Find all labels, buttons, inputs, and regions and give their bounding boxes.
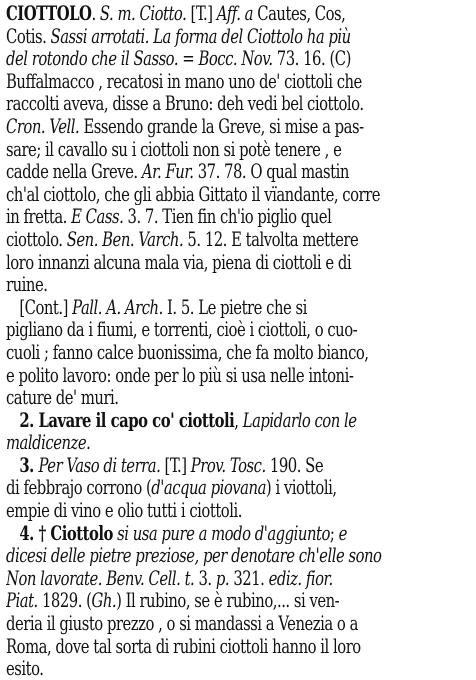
text-segment: pigliano da i fiumi, e torrenti, cioè i ciottoli, o cuo- [6, 318, 358, 341]
text-segment: di febbrajo corrono ( [6, 476, 152, 500]
text-segment: CIOTTOLO [6, 2, 92, 25]
text-line [6, 2, 466, 25]
text-segment: [T.] [186, 2, 217, 25]
text-line [6, 431, 466, 454]
text-segment: Pall. A. Arch. [72, 295, 163, 319]
text-segment: empie di vino e olio tutti i ciottoli. [6, 499, 242, 522]
text-segment: Cautes, Cos, [253, 2, 346, 25]
text-segment: ch'al ciottolo, che gli abbia Gittato il vïandante, corre [6, 182, 381, 206]
text-line [6, 25, 466, 48]
text-segment: e polito lavoro: onde per lo più si usa nelle intoni- [6, 363, 354, 387]
text-segment: Cron. Vell. [6, 114, 80, 138]
text-segment: 5. 12. E talvolta mettere [183, 227, 359, 251]
text-segment: ciottolo. [6, 227, 67, 251]
text-segment: ) Il rubino, se è rubino,... si ven- [116, 589, 340, 613]
text-segment: [Cont.] [19, 295, 73, 319]
text-line [6, 657, 466, 680]
text-line [6, 273, 466, 296]
text-line [6, 522, 476, 545]
text-line [6, 454, 476, 477]
text-line [6, 386, 466, 409]
text-segment: 2. Lavare il capo co' ciottoli [19, 408, 235, 432]
text-segment: maldicenze. [6, 431, 91, 454]
text-segment: in fretta. [6, 205, 72, 228]
text-line [6, 70, 466, 93]
text-segment: Essendo grande la Greve, si mise a pas- [79, 114, 364, 138]
text-segment: Lapidarlo con le [242, 408, 357, 432]
text-segment: ) i viottoli, [265, 476, 337, 500]
text-segment: Sen. Ben. Varch. [66, 227, 184, 251]
text-line [6, 318, 466, 341]
text-segment: E Cass. [71, 205, 124, 228]
text-segment: ruine. [6, 273, 48, 296]
text-segment: [T.] [160, 453, 191, 477]
text-segment: Piat. [6, 589, 38, 613]
text-segment: loro innanzi alcuna mala via, piena di ciottoli e di [6, 250, 352, 274]
text-line [6, 635, 466, 658]
text-line [6, 476, 466, 499]
text-segment: cadde nella Greve. [6, 160, 142, 183]
text-segment: e [338, 521, 347, 545]
text-line [6, 544, 466, 567]
text-segment: 321. [229, 566, 269, 590]
text-segment: S. m. Ciotto. [99, 2, 187, 25]
text-line [6, 251, 466, 274]
text-segment: del rotondo che il Sasso. [6, 47, 179, 70]
text-segment: Aff. a [216, 2, 254, 25]
text-line [6, 567, 466, 590]
text-segment: Gh. [91, 589, 117, 613]
text-segment: Sassi arrotati. La forma del Ciottolo ha più [50, 24, 351, 48]
text-segment: Buffalmacco , recatosi in mano uno de' ciottoli che [6, 69, 362, 93]
text-segment: raccolti aveva, disse a Bruno: deh vedi bel ciottolo. [6, 92, 364, 115]
text-segment: cature de' muri. [6, 386, 119, 409]
text-line [6, 160, 466, 183]
text-line [6, 115, 466, 138]
text-line [6, 341, 466, 364]
text-segment: p. [215, 566, 230, 590]
text-segment: ediz. fior. [268, 566, 333, 590]
text-segment: d'acqua piovana [151, 476, 266, 500]
text-line [6, 364, 466, 387]
text-segment: sare; il cavallo su i ciottoli non si potè tenere , e [6, 137, 342, 161]
text-line [6, 612, 466, 635]
text-line [6, 138, 466, 161]
text-segment: Roma, dove tal sorta di rubini ciottoli hanno il loro [6, 634, 361, 658]
text-line [6, 183, 466, 206]
text-segment: . [91, 2, 100, 25]
text-segment: Cotis. [6, 24, 51, 48]
text-line [6, 228, 466, 251]
text-segment: 3. [19, 453, 39, 477]
text-line [6, 499, 466, 522]
text-segment: , [234, 408, 243, 432]
text-segment: deria il giusto prezzo , o si mandassi a Venezia o a [6, 612, 358, 635]
text-segment: Non lavorate. Benv. Cell. t. [6, 566, 195, 590]
text-segment: ; [329, 521, 339, 545]
text-segment: dicesi delle pietre preziose, per denotare ch'elle sono [6, 544, 382, 567]
text-segment: cuoli ; fanno calce buonissima, che fa molto bianco, [6, 340, 369, 364]
text-segment: Bocc. Nov. [198, 47, 273, 70]
text-segment: 3. [194, 566, 216, 590]
text-segment: 37. 78. O qual mastin [193, 160, 349, 183]
text-segment: 4. † Ciottolo [19, 521, 113, 545]
text-segment: Ar. Fur. [141, 160, 194, 183]
text-line [6, 47, 466, 70]
text-line [6, 409, 476, 432]
text-segment: 73. 16. (C) [272, 47, 351, 70]
text-line [6, 205, 466, 228]
text-segment: = [178, 47, 199, 70]
text-segment: esito. [6, 657, 44, 680]
text-line [6, 589, 466, 612]
text-segment: 190. Se [265, 453, 324, 477]
text-line [6, 296, 476, 319]
text-segment: I. 5. Le pietre che si [162, 295, 307, 319]
text-line [6, 92, 466, 115]
text-segment: si usa pure a modo d'aggiunto [112, 521, 330, 545]
text-segment: 3. 7. Tien fin ch'io piglio quel [123, 205, 332, 228]
text-segment: Per Vaso di terra. [38, 453, 161, 477]
text-segment: Prov. Tosc. [190, 453, 266, 477]
text-segment: 1829. ( [37, 589, 92, 613]
